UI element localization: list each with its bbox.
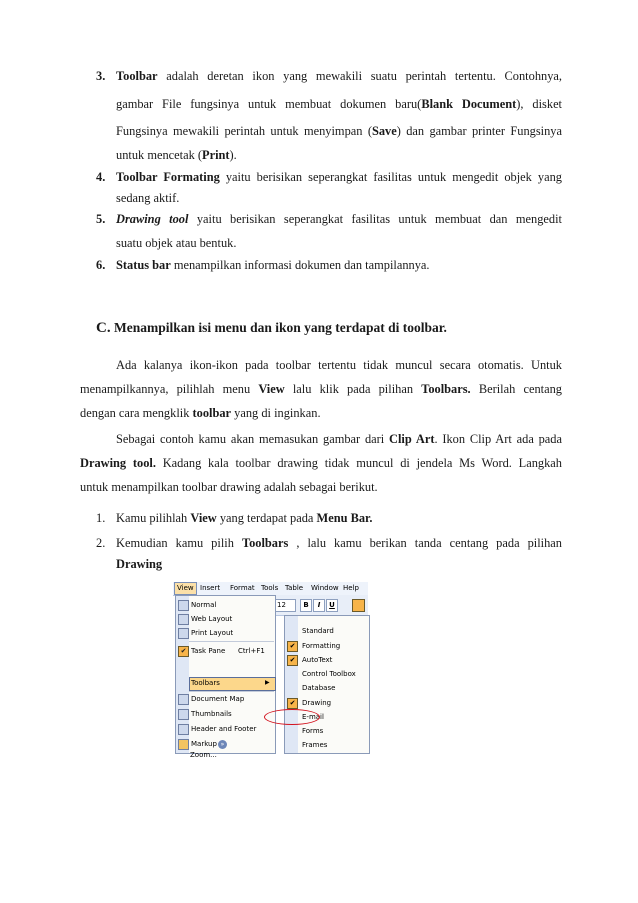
menu-view[interactable]: View [174,582,197,595]
menu-divider [189,691,274,692]
list-text-line [116,191,562,206]
menu-table[interactable]: Table [285,584,304,592]
text-run: ) dan gambar printer Fungsinya [396,124,562,138]
menu-bar [173,582,368,596]
text-run: ), disket [516,97,563,111]
menu-item-label: Normal [191,601,217,609]
emphasized-text: Toolbars [241,536,289,550]
submenu-item-label: Control Toolbox [302,670,356,678]
text-run: menampilkannya, pilihlah menu [80,382,259,396]
text-run: , lalu kamu berikan tanda centang pada pilihan [288,536,563,550]
header-footer-icon [178,724,189,735]
text-run: . Ikon Clip Art ada pada [434,432,562,446]
underline-button[interactable]: U [326,599,338,612]
emphasized-text: Print [202,148,230,162]
menu-tools[interactable]: Tools [261,584,279,592]
emphasized-text: toolbar [192,406,232,420]
emphasized-text: Drawing tool. [80,456,156,470]
menu-divider [189,641,274,642]
word-menu-screenshot [173,582,368,759]
check-icon: ✔ [178,646,189,657]
list-text-line [116,258,562,273]
expand-chevron-icon[interactable]: » [218,740,227,749]
list-number: 4. [96,170,106,184]
submenu-item-label: Drawing [302,699,332,707]
submenu-gutter [285,616,298,753]
list-text-line [116,148,562,163]
paragraph-line [116,358,562,373]
list-text-line [116,212,562,227]
text-run: menampilkan informasi dokumen dan tampilannya. [170,258,430,272]
emphasized-text: Status bar [116,258,171,272]
menu-item-shortcut: Ctrl+F1 [238,647,265,655]
emphasized-text: View [258,382,285,396]
paragraph-line [80,480,378,495]
font-size-box[interactable]: 12 [274,599,296,612]
menu-item-label: Task Pane [191,647,226,655]
text-run: untuk mencetak ( [116,148,203,162]
list-number: 5. [96,212,106,226]
submenu-item-label: Standard [302,627,334,635]
paragraph-line [80,406,321,421]
text-run: suatu objek atau bentuk. [116,236,237,250]
italic-button[interactable]: I [313,599,325,612]
print-layout-icon [178,628,189,639]
text-run: Sebagai contoh kamu akan memasukan gambar dari [116,432,390,446]
emphasized-text: Drawing [116,557,163,571]
emphasized-text: Toolbars. [421,382,471,396]
menu-item-label: Print Layout [191,629,234,637]
text-run: gambar File fungsinya untuk membuat dokumen baru( [116,97,422,111]
web-layout-icon [178,614,189,625]
menu-item-label: Web Layout [191,615,233,623]
text-run: Berilah centang [470,382,562,396]
view-menu [175,595,276,754]
bold-button[interactable]: B [300,599,312,612]
emphasized-text: View [190,511,217,525]
submenu-item-label: Frames [302,741,328,749]
text-run: Kemudian kamu pilih [116,536,242,550]
check-icon: ✔ [287,641,298,652]
text-run: lalu klik pada pilihan [284,382,422,396]
text-run: yang di inginkan. [231,406,321,420]
menu-item-label: Markup [191,740,217,748]
list-number: 2. [96,536,106,550]
list-text-line [116,170,562,185]
menu-format[interactable]: Format [230,584,255,592]
menu-item-label: Header and Footer [191,725,257,733]
text-run: dengan cara mengklik [80,406,193,420]
toolbars-submenu [284,615,370,754]
emphasized-text: Menu Bar. [316,511,373,525]
emphasized-text: Drawing tool [116,212,189,226]
paragraph-line [80,456,562,471]
text-run: untuk menampilkan toolbar drawing adalah sebagai berikut. [80,480,378,494]
check-icon: ✔ [287,698,298,709]
submenu-item-label: Formatting [302,642,341,650]
text-run: Kadang kala toolbar drawing tidak muncul di jendela Ms Word. Langkah [155,456,562,470]
submenu-item-label: AutoText [302,656,333,664]
text-run: adalah deretan ikon yang mewakili suatu perintah tertentu. Contohnya, [157,69,562,83]
list-text-line [116,97,562,112]
section-title: Menampilkan isi menu dan ikon yang terdapat di toolbar. [113,320,447,335]
text-run: Ada kalanya ikon-ikon pada toolbar tertentu tidak muncul secara otomatis. Untuk [116,358,562,372]
submenu-item-label: E-mail [302,713,324,721]
menu-item-label: Toolbars [191,679,220,687]
paragraph-line [116,432,562,447]
list-text-line [116,557,562,572]
document-map-icon [178,694,189,705]
emphasized-text: Clip Art [389,432,435,446]
thumbnails-icon [178,709,189,720]
text-run: Kamu pilihlah [116,511,191,525]
align-left-icon[interactable] [352,599,365,612]
menu-item-label: Thumbnails [191,710,232,718]
formatting-toolbar [272,595,368,616]
list-number: 3. [96,69,106,83]
menu-window[interactable]: Window [311,584,339,592]
submenu-item-label: Database [302,684,336,692]
submenu-item-label: Forms [302,727,324,735]
list-text-line [116,536,562,551]
menu-item-label: Zoom... [190,751,217,759]
emphasized-text: Toolbar Formating [116,170,220,184]
menu-help[interactable]: Help [343,584,359,592]
check-icon: ✔ [287,655,298,666]
list-text-line [116,511,562,526]
red-circle-annotation [264,709,320,725]
menu-item-label: Document Map [191,695,245,703]
text-run: ). [229,148,237,162]
text-run: yang terdapat pada [216,511,317,525]
section-heading [96,320,447,337]
section-letter: C. [96,320,111,336]
text-run: Fungsinya mewakili perintah untuk menyimpan ( [116,124,372,138]
list-text-line [116,124,562,139]
list-number: 1. [96,511,106,525]
submenu-arrow-icon: ▶ [265,679,270,686]
normal-view-icon [178,600,189,611]
emphasized-text: Toolbar [116,69,158,83]
paragraph-line [80,382,562,397]
text-run: sedang aktif. [116,191,180,205]
menu-insert[interactable]: Insert [200,584,221,592]
list-number: 6. [96,258,106,272]
emphasized-text: Blank Document [421,97,517,111]
markup-icon [178,739,189,750]
text-run: yaitu berisikan seperangkat fasilitas untuk mengedit objek yang [219,170,562,184]
list-text-line [116,236,562,251]
emphasized-text: Save [371,124,397,138]
text-run: yaitu berisikan seperangkat fasilitas untuk membuat dan mengedit [188,212,562,226]
list-text-line [116,69,562,84]
